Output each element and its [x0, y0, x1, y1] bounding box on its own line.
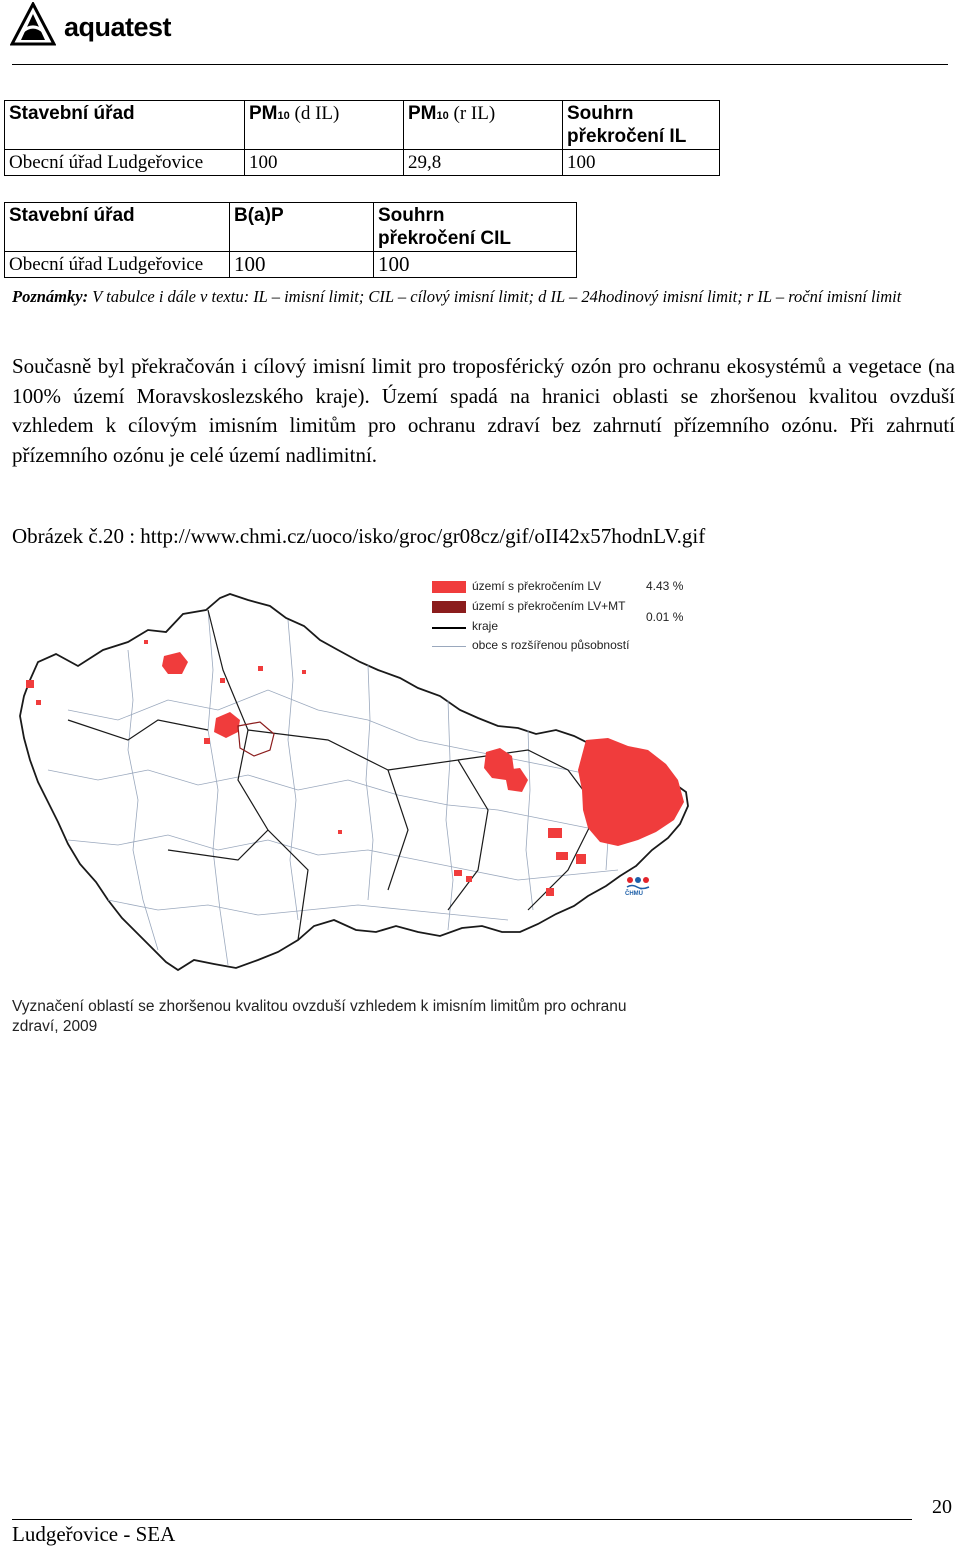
aquatest-logo [10, 2, 220, 46]
figure-caption: Obrázek č.20 : http://www.chmi.cz/uoco/isko/groc/gr08cz/gif/oII42x57hodnLV.gif [12, 524, 706, 548]
legend-item [432, 578, 702, 596]
table-row [5, 150, 720, 176]
legend-label: obce s rozšířenou působností [472, 638, 630, 652]
table-header-row [5, 101, 720, 150]
header-cell: Souhrn překročení IL [563, 101, 720, 150]
header-cell: Stavební úřad [5, 203, 230, 252]
table-cell: 29,8 [404, 150, 563, 176]
legend-value: 0.01 % [646, 610, 684, 624]
table-cell: 100 [230, 252, 374, 278]
legend-line [432, 646, 466, 647]
legend-line [432, 627, 466, 629]
footer-rule [12, 1519, 912, 1520]
table-cell: 100 [374, 252, 577, 278]
legend-label: kraje [472, 619, 499, 633]
legend-label: území s překročením LV+MT [472, 599, 626, 613]
logo-emblem-icon [10, 2, 56, 46]
bap-table [4, 202, 577, 278]
footer-text: Ludgeřovice - SEA [12, 1522, 176, 1546]
legend-item [432, 618, 702, 636]
legend-item [432, 637, 702, 655]
legend-value: 4.43 % [646, 579, 684, 593]
table-row [5, 252, 577, 278]
header-cell: Souhrn překročení CIL [374, 203, 577, 252]
table-cell: Obecní úřad Ludgeřovice [5, 150, 245, 176]
header-cell: PM10 (d IL) [245, 101, 404, 150]
chmu-label: ČHMÚ [625, 891, 643, 897]
table-cell: Obecní úřad Ludgeřovice [5, 252, 230, 278]
header-cell: B(a)P [230, 203, 374, 252]
table-cell: 100 [245, 150, 404, 176]
header-cell: PM10 (r IL) [404, 101, 563, 150]
pm10-table [4, 100, 720, 176]
table-header-row [5, 203, 577, 252]
chmu-logo [625, 875, 651, 899]
page-number: 20 [932, 1496, 952, 1518]
body-paragraph: Současně byl překračován i cílový imisní limit pro troposférický ozón pro ochranu ekosystémů a vegetace (na 100% území Moravskoslezského kraje). Území spadá na hranici oblasti se zhoršenou kvalitou ovzduší vzhledem k cílovým imisním limitům pro ochranu zdraví bez zahrnutí přízemního ozónu. Při zahrnutí přízemního ozónu je celé území nadlimitní. [12, 354, 955, 467]
table-cell: 100 [563, 150, 720, 176]
legend-swatch [432, 581, 466, 593]
legend-label: území s překročením LV [472, 579, 602, 593]
notes-text: V tabulce i dále v textu: IL – imisní limit; CIL – cílový imisní limit; d IL – 24hodinový imisní limit; r IL – roční imisní limit [88, 287, 902, 306]
table-notes [12, 285, 948, 308]
notes-label: Poznámky: [12, 287, 89, 306]
logo-text: aquatest [64, 12, 172, 42]
chmu-emblem-icon [625, 875, 651, 891]
header-rule [12, 64, 948, 65]
map-caption: Vyznačení oblastí se zhoršenou kvalitou ovzduší vzhledem k imisním limitům pro ochranu zdraví, 2009 [12, 998, 627, 1035]
header-cell: Stavební úřad [5, 101, 245, 150]
